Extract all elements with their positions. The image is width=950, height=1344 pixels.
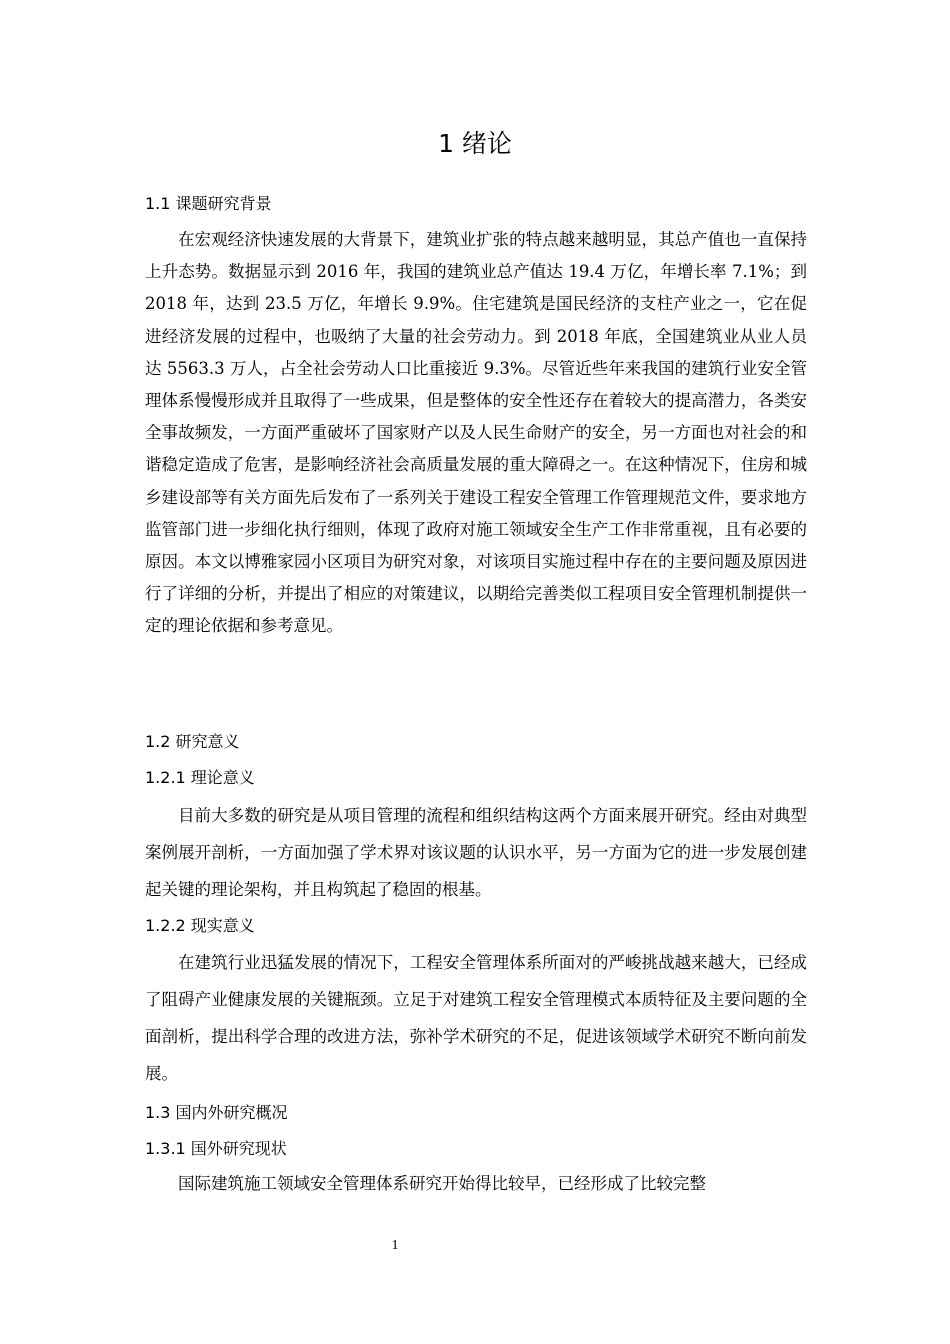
section-heading-1-3: 1.3 国内外研究概况 bbox=[145, 1103, 288, 1122]
subsection-heading-1-3-1: 1.3.1 国外研究现状 bbox=[145, 1139, 287, 1158]
section-heading-1-1: 1.1 课题研究背景 bbox=[145, 194, 272, 213]
chapter-title: 1 绪论 bbox=[438, 129, 512, 158]
paragraph-background: 在宏观经济快速发展的大背景下，建筑业扩张的特点越来越明显，其总产值也一直保持上升态势。数据显示到 2016 年，我国的建筑业总产值达 19.4 万亿，年增长率 7.1%；到 2018 年，达到 23.5 万亿，年增长 9.9%。住宅建筑是国民经济的支柱产业之一，它在促进经济发展的过程中，也吸纳了大量的社会劳动力。到 2018 年底，全国建筑业从业人员达 5563.3 万人，占全社会劳动人口比重接近 9.3%。尽管近些年来我国的建筑行业安全管理体系慢慢形成并且取得了一些成果，但是整体的安全性还存在着较大的提高潜力，各类安全事故频发，一方面严重破坏了国家财产以及人民生命财产的安全，另一方面也对社会的和谐稳定造成了危害，是影响经济社会高质量发展的重大障碍之一。在这种情况下，住房和城乡建设部等有关方面先后发布了一系列关于建设工程安全管理工作管理规范文件，要求地方监管部门进一步细化执行细则，体现了政府对施工领域安全生产工作非常重视，且有必要的原因。本文以博雅家园小区项目为研究对象，对该项目实施过程中存在的主要问题及原因进行了详细的分析，并提出了相应的对策建议，以期给完善类似工程项目安全管理机制提供一定的理论依据和参考意见。 bbox=[145, 230, 807, 636]
paragraph-foreign-research: 国际建筑施工领域安全管理体系研究开始得比较早，已经形成了比较完整 bbox=[178, 1174, 706, 1193]
paragraph-practice: 在建筑行业迅猛发展的情况下，工程安全管理体系所面对的严峻挑战越来越大，已经成了阻碍产业健康发展的关键瓶颈。立足于对建筑工程安全管理模式本质特征及主要问题的全面剖析，提出科学合理的改进方法，弥补学术研究的不足，促进该领域学术研究不断向前发展。 bbox=[145, 953, 807, 1083]
paragraph-theory: 目前大多数的研究是从项目管理的流程和组织结构这两个方面来展开研究。经由对典型案例展开剖析，一方面加强了学术界对该议题的认识水平，另一方面为它的进一步发展创建起关键的理论架构，并且构筑起了稳固的根基。 bbox=[145, 806, 807, 899]
page-number: 1 bbox=[391, 1238, 399, 1253]
subsection-heading-1-2-1: 1.2.1 理论意义 bbox=[145, 768, 255, 787]
subsection-heading-1-2-2: 1.2.2 现实意义 bbox=[145, 916, 255, 935]
section-heading-1-2: 1.2 研究意义 bbox=[145, 732, 240, 751]
